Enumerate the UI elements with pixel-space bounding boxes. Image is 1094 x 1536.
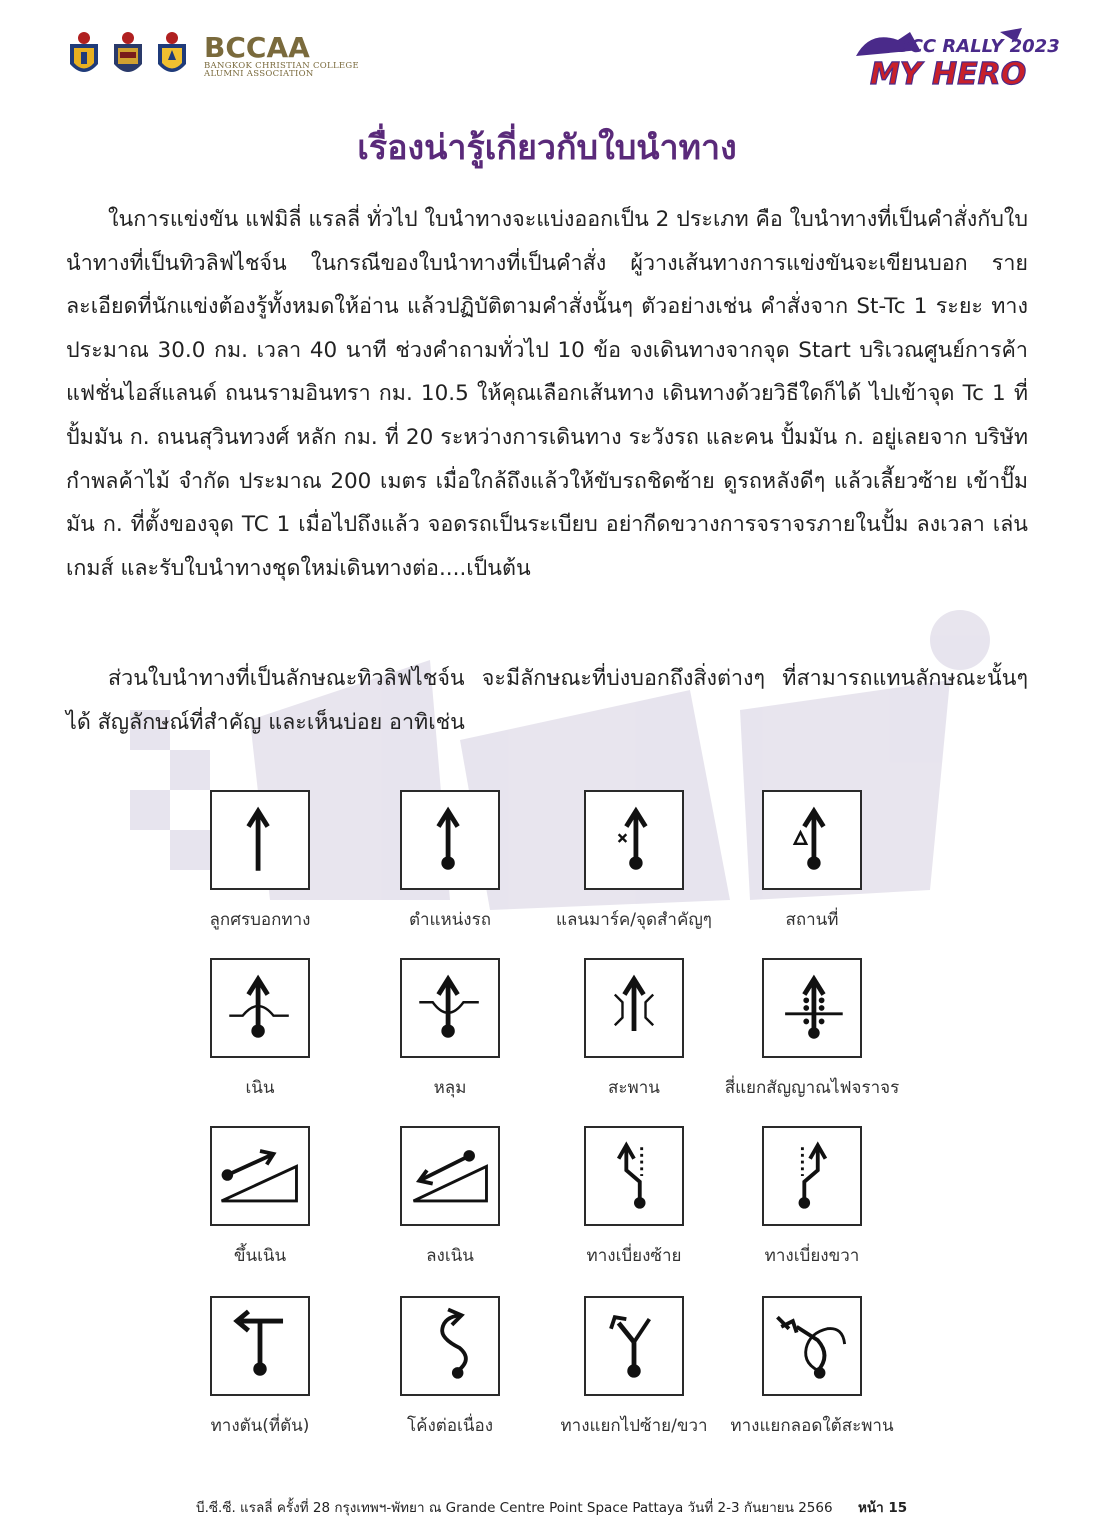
symbol-label: ลงเนิน — [426, 1246, 474, 1266]
place-marker-icon — [764, 792, 860, 888]
symbol-traffic-light — [724, 958, 900, 1098]
symbol-fork — [560, 1296, 708, 1436]
symbol-label: ทางเบี่ยงซ้าย — [586, 1246, 682, 1266]
dip-icon — [402, 960, 498, 1056]
svg-text:MY HERO: MY HERO — [870, 57, 1027, 92]
symbol-label: ทางเบี่ยงขวา — [764, 1246, 860, 1266]
underpass-junction-icon — [764, 1298, 860, 1394]
uphill-icon — [212, 1128, 308, 1224]
symbol-bear-right — [762, 1126, 862, 1266]
landmark-marker-icon — [586, 792, 682, 888]
page-title: เรื่องน่ารู้เกี่ยวกับใบนำทาง — [357, 128, 737, 168]
symbol-label: แลนมาร์ค/จุดสำคัญๆ — [556, 910, 712, 930]
hill-crest-icon — [212, 960, 308, 1056]
svg-text:BCC RALLY 2023: BCC RALLY 2023 — [896, 36, 1060, 57]
symbol-winding-road — [400, 1296, 500, 1436]
symbol-label: ขึ้นเนิน — [233, 1246, 287, 1266]
symbol-label: สถานที่ — [785, 910, 839, 930]
direction-arrow-icon — [212, 792, 308, 888]
dead-end-icon — [212, 1298, 308, 1394]
symbol-label: ทางตัน(ที่ตัน) — [210, 1416, 310, 1436]
symbol-hill-crest — [210, 958, 310, 1098]
symbol-label: เนิน — [245, 1078, 275, 1098]
symbol-downhill — [400, 1126, 500, 1266]
symbol-dip — [400, 958, 500, 1098]
symbol-dead-end — [210, 1296, 310, 1436]
bear-left-icon — [586, 1128, 682, 1224]
symbol-label: โค้งต่อเนื่อง — [407, 1416, 493, 1436]
symbol-uphill — [210, 1126, 310, 1266]
paragraph-1: ในการแข่งขัน แฟมิลี่ แรลลี่ ทั่วไป ใบนำทางจะแบ่งออกเป็น 2 ประเภท คือ ใบนำทางที่เป็นคำสั่งกับใบนำทางที่เป็นทิวลิฟไชจ์น ในกรณีของใบนำทางที่เป็นคำสั่ง ผู้วางเส้นทางการแข่งขันจะเขียนบอก รายละเอียดที่นักแข่งต้องรู้ทั้งหมดให้อ่าน แล้วปฏิบัติตามคำสั่งนั้นๆ ตัวอย่างเช่น คำสั่งจาก St-Tc 1 ระยะ ทางประมาณ 30.0 กม. เวลา 40 นาที ช่วงคำถามทั่วไป 10 ข้อ จงเดินทางจากจุด Start บริเวณศูนย์การค้า แฟชั่นไอส์แลนด์ ถนนรามอินทรา กม. 10.5 ให้คุณเลือกเส้นทาง เดินทางด้วยวิธีใดก็ได้ ไปเข้าจุด Tc 1 ที่ ปั้มมัน ก. ถนนสุวินทวงศ์ หลัก กม. ที่ 20 ระหว่างการเดินทาง ระวังรถ และคน ปั้มมัน ก. อยู่เลยจาก บริษัท กำพลค้าไม้ จำกัด ประมาณ 200 เมตร เมื่อใกล้ถึงแล้วให้ขับรถชิดซ้าย ดูรถหลังดีๆ แล้วเลี้ยวซ้าย เข้าปั๊มมัน ก. ที่ตั้งของจุด TC 1 เมื่อไปถึงแล้ว จอดรถเป็นระเบียบ อย่ากีดขวางการจราจรภายในปั้ม ลงเวลา เล่นเกมส์ และรับใบนำทางชุดใหม่เดินทางต่อ....เป็นต้น — [66, 207, 1029, 581]
page-number: หน้า 15 — [858, 1500, 908, 1516]
winding-road-icon — [402, 1298, 498, 1394]
symbol-underpass — [730, 1296, 894, 1436]
traffic-light-junction-icon — [764, 960, 860, 1056]
symbol-landmark — [556, 790, 712, 930]
bridge-icon — [586, 960, 682, 1056]
paragraph-2: ส่วนใบนำทางที่เป็นลักษณะทิวลิฟไชจ์น จะมีลักษณะที่บ่งบอกถึงสิ่งต่างๆ ที่สามารถแทนลักษณะนั้นๆ ได้ สัญลักษณ์ที่สำคัญ และเห็นบ่อย อาทิเช่น — [66, 666, 1028, 735]
symbol-label: ทางแยกลอดใต้สะพาน — [730, 1416, 894, 1436]
symbol-label: ตำแหน่งรถ — [408, 910, 492, 930]
car-position-icon — [402, 792, 498, 888]
symbol-label: สะพาน — [608, 1078, 660, 1098]
symbol-label: สี่แยกสัญญาณไฟจราจร — [724, 1078, 900, 1098]
association-sub1: BANGKOK CHRISTIAN COLLEGE — [204, 60, 360, 71]
association-name: BCCAA — [204, 30, 310, 64]
symbol-car-position — [400, 790, 500, 930]
fork-left-right-icon — [586, 1298, 682, 1394]
bear-right-icon — [764, 1128, 860, 1224]
downhill-icon — [402, 1128, 498, 1224]
symbol-place — [762, 790, 862, 930]
symbol-direction-arrow — [209, 790, 311, 930]
symbol-label: หลุม — [433, 1078, 467, 1098]
association-sub2: ALUMNI ASSOCIATION — [204, 69, 314, 79]
footer-event-text: บี.ซี.ซี. แรลลี่ ครั้งที่ 28 กรุงเทพฯ-พัทยา ณ Grande Centre Point Space Pattaya วันที่ 2-3 กันยายน 2566 — [196, 1500, 833, 1516]
symbol-label: ทางแยกไปซ้าย/ขวา — [560, 1416, 708, 1436]
symbol-bridge — [584, 958, 684, 1098]
symbol-label: ลูกศรบอกทาง — [209, 910, 311, 930]
symbol-bear-left — [584, 1126, 684, 1266]
